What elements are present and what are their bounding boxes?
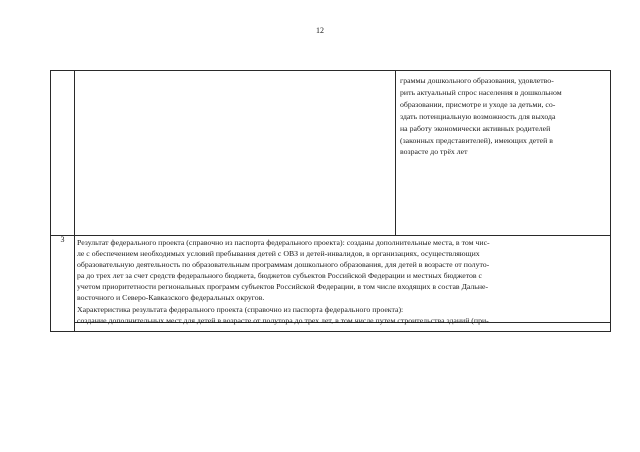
- result-line: создание дополнительных мест для детей в возрасте от полутора до трех лет, в том числе путем строительства зданий (при-: [77, 315, 489, 325]
- column-divider-middle: [395, 71, 396, 236]
- result-line: восточного и Северо-Кавказского федеральных округов.: [77, 293, 265, 303]
- row-number: 3: [60, 235, 65, 244]
- cell-line: (законных представителей), имеющих детей в: [400, 135, 553, 145]
- result-line: учетом приоритетности региональных программ субъектов Российской Федерации, в том числе входящих в состав Дальне-: [77, 282, 489, 292]
- cell-line: на работу экономически активных родителей: [400, 123, 551, 133]
- cell-line: возрасте до трёх лет: [400, 147, 468, 157]
- page-number: 12: [316, 26, 324, 35]
- table-cell-result: [77, 237, 607, 326]
- result-line: ле с обеспечением необходимых условий пребывания детей с ОВЗ и детей-инвалидов, в организациях, осуществляющих: [77, 249, 480, 259]
- document-table: [50, 70, 611, 332]
- table-cell-description: [400, 75, 606, 158]
- result-line: образовательную деятельность по образовательным программам дошкольного образования, для детей в возрасте от полуто-: [77, 260, 490, 270]
- result-characteristic-line: Характеристика результата федерального проекта (справочно из паспорта федерального проекта):: [77, 304, 404, 314]
- row-separator: [51, 235, 610, 236]
- result-line: Результат федерального проекта (справочно из паспорта федерального проекта): созданы дополнительные места, в том чис-: [77, 238, 490, 247]
- column-divider-number: [74, 71, 75, 236]
- cell-line: рить актуальный спрос населения в дошкольном: [400, 87, 562, 97]
- column-divider-number-row3: [74, 236, 75, 332]
- cell-line: здать потенциальную возможность для выхода: [400, 111, 556, 121]
- cell-line: образовании, присмотре и уходе за детьми, со-: [400, 99, 556, 109]
- result-line: ра до трех лет за счет средств федерального бюджета, бюджетов субъектов Российской Федерации и местных бюджетов с: [77, 271, 483, 281]
- cell-line: граммы дошкольного образования, удовлетво-: [400, 76, 554, 85]
